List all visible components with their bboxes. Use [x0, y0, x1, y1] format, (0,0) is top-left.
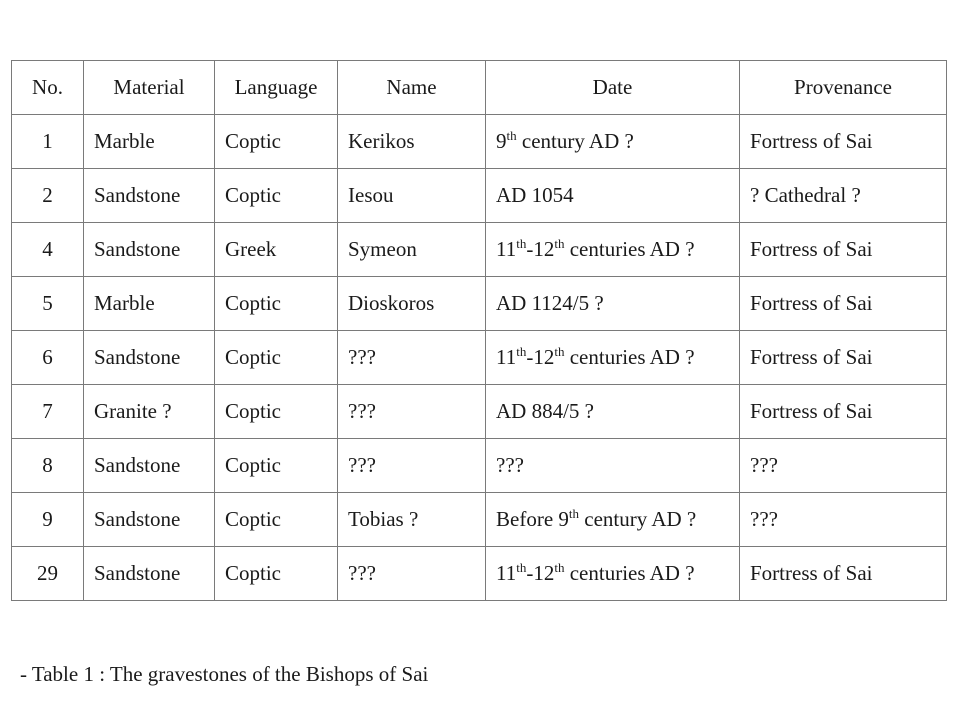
cell-material: Granite ?: [84, 385, 215, 439]
cell-no: 6: [12, 331, 84, 385]
header-no: No.: [12, 61, 84, 115]
cell-name: ???: [338, 331, 486, 385]
cell-date: [486, 169, 740, 223]
date-superscript: th: [554, 236, 565, 251]
cell-name: ???: [338, 547, 486, 601]
cell-name: Symeon: [338, 223, 486, 277]
date-text: centuries AD ?: [564, 237, 695, 261]
cell-language: Coptic: [215, 547, 338, 601]
date-text: century AD ?: [516, 129, 634, 153]
cell-date: [486, 385, 740, 439]
cell-language: Greek: [215, 223, 338, 277]
table-row: [12, 331, 947, 385]
cell-no: 7: [12, 385, 84, 439]
cell-no: 5: [12, 277, 84, 331]
date-superscript: th: [516, 236, 527, 251]
date-superscript: th: [516, 344, 527, 359]
date-text: -12: [526, 237, 555, 261]
cell-name: Kerikos: [338, 115, 486, 169]
cell-material: Sandstone: [84, 169, 215, 223]
date-text: ???: [496, 453, 524, 477]
table-header-row: [12, 61, 947, 115]
cell-date: [486, 439, 740, 493]
date-text: AD 1054: [496, 183, 574, 207]
date-text: -12: [526, 345, 555, 369]
cell-no: 9: [12, 493, 84, 547]
date-text: Before 9: [496, 507, 569, 531]
date-text: AD 884/5 ?: [496, 399, 594, 423]
cell-date: [486, 277, 740, 331]
date-text: 11: [496, 561, 517, 585]
cell-material: Sandstone: [84, 493, 215, 547]
date-text: centuries AD ?: [564, 561, 695, 585]
header-name: Name: [338, 61, 486, 115]
header-provenance: Provenance: [740, 61, 947, 115]
gravestones-table: [11, 60, 947, 601]
cell-name: Tobias ?: [338, 493, 486, 547]
date-text: century AD ?: [579, 507, 697, 531]
cell-provenance: Fortress of Sai: [740, 223, 947, 277]
table-row: [12, 439, 947, 493]
cell-date: [486, 331, 740, 385]
cell-language: Coptic: [215, 493, 338, 547]
cell-date: [486, 493, 740, 547]
cell-material: Marble: [84, 115, 215, 169]
cell-provenance: ???: [740, 493, 947, 547]
date-text: 9: [496, 129, 507, 153]
table-row: [12, 115, 947, 169]
cell-language: Coptic: [215, 439, 338, 493]
cell-date: [486, 115, 740, 169]
cell-provenance: Fortress of Sai: [740, 547, 947, 601]
cell-language: Coptic: [215, 115, 338, 169]
date-text: AD 1124/5 ?: [496, 291, 604, 315]
table-row: [12, 493, 947, 547]
cell-date: [486, 223, 740, 277]
date-text: -12: [526, 561, 555, 585]
cell-name: Iesou: [338, 169, 486, 223]
cell-name: Dioskoros: [338, 277, 486, 331]
date-text: 11: [496, 345, 517, 369]
table-row: [12, 385, 947, 439]
date-superscript: th: [506, 128, 517, 143]
table-caption: - Table 1 : The gravestones of the Bishops of Sai: [20, 662, 429, 686]
cell-date: [486, 547, 740, 601]
header-material: Material: [84, 61, 215, 115]
cell-provenance: Fortress of Sai: [740, 115, 947, 169]
table-row: [12, 277, 947, 331]
date-superscript: th: [568, 506, 580, 521]
cell-no: 8: [12, 439, 84, 493]
header-language: Language: [215, 61, 338, 115]
table-row: [12, 547, 947, 601]
table-body: [12, 115, 947, 601]
date-text: centuries AD ?: [564, 345, 695, 369]
cell-provenance: Fortress of Sai: [740, 277, 947, 331]
cell-name: ???: [338, 439, 486, 493]
cell-material: Sandstone: [84, 331, 215, 385]
cell-no: 2: [12, 169, 84, 223]
cell-material: Sandstone: [84, 439, 215, 493]
cell-no: 1: [12, 115, 84, 169]
table-row: [12, 169, 947, 223]
cell-provenance: Fortress of Sai: [740, 331, 947, 385]
cell-material: Marble: [84, 277, 215, 331]
cell-material: Sandstone: [84, 223, 215, 277]
cell-provenance: Fortress of Sai: [740, 385, 947, 439]
cell-language: Coptic: [215, 277, 338, 331]
cell-language: Coptic: [215, 385, 338, 439]
date-text: 11: [496, 237, 517, 261]
cell-name: ???: [338, 385, 486, 439]
cell-language: Coptic: [215, 169, 338, 223]
cell-no: 29: [12, 547, 84, 601]
header-date: Date: [486, 61, 740, 115]
cell-no: 4: [12, 223, 84, 277]
date-superscript: th: [516, 560, 527, 575]
cell-material: Sandstone: [84, 547, 215, 601]
date-superscript: th: [554, 344, 565, 359]
cell-provenance: ???: [740, 439, 947, 493]
table-row: [12, 223, 947, 277]
cell-provenance: ? Cathedral ?: [740, 169, 947, 223]
date-superscript: th: [554, 560, 565, 575]
cell-language: Coptic: [215, 331, 338, 385]
